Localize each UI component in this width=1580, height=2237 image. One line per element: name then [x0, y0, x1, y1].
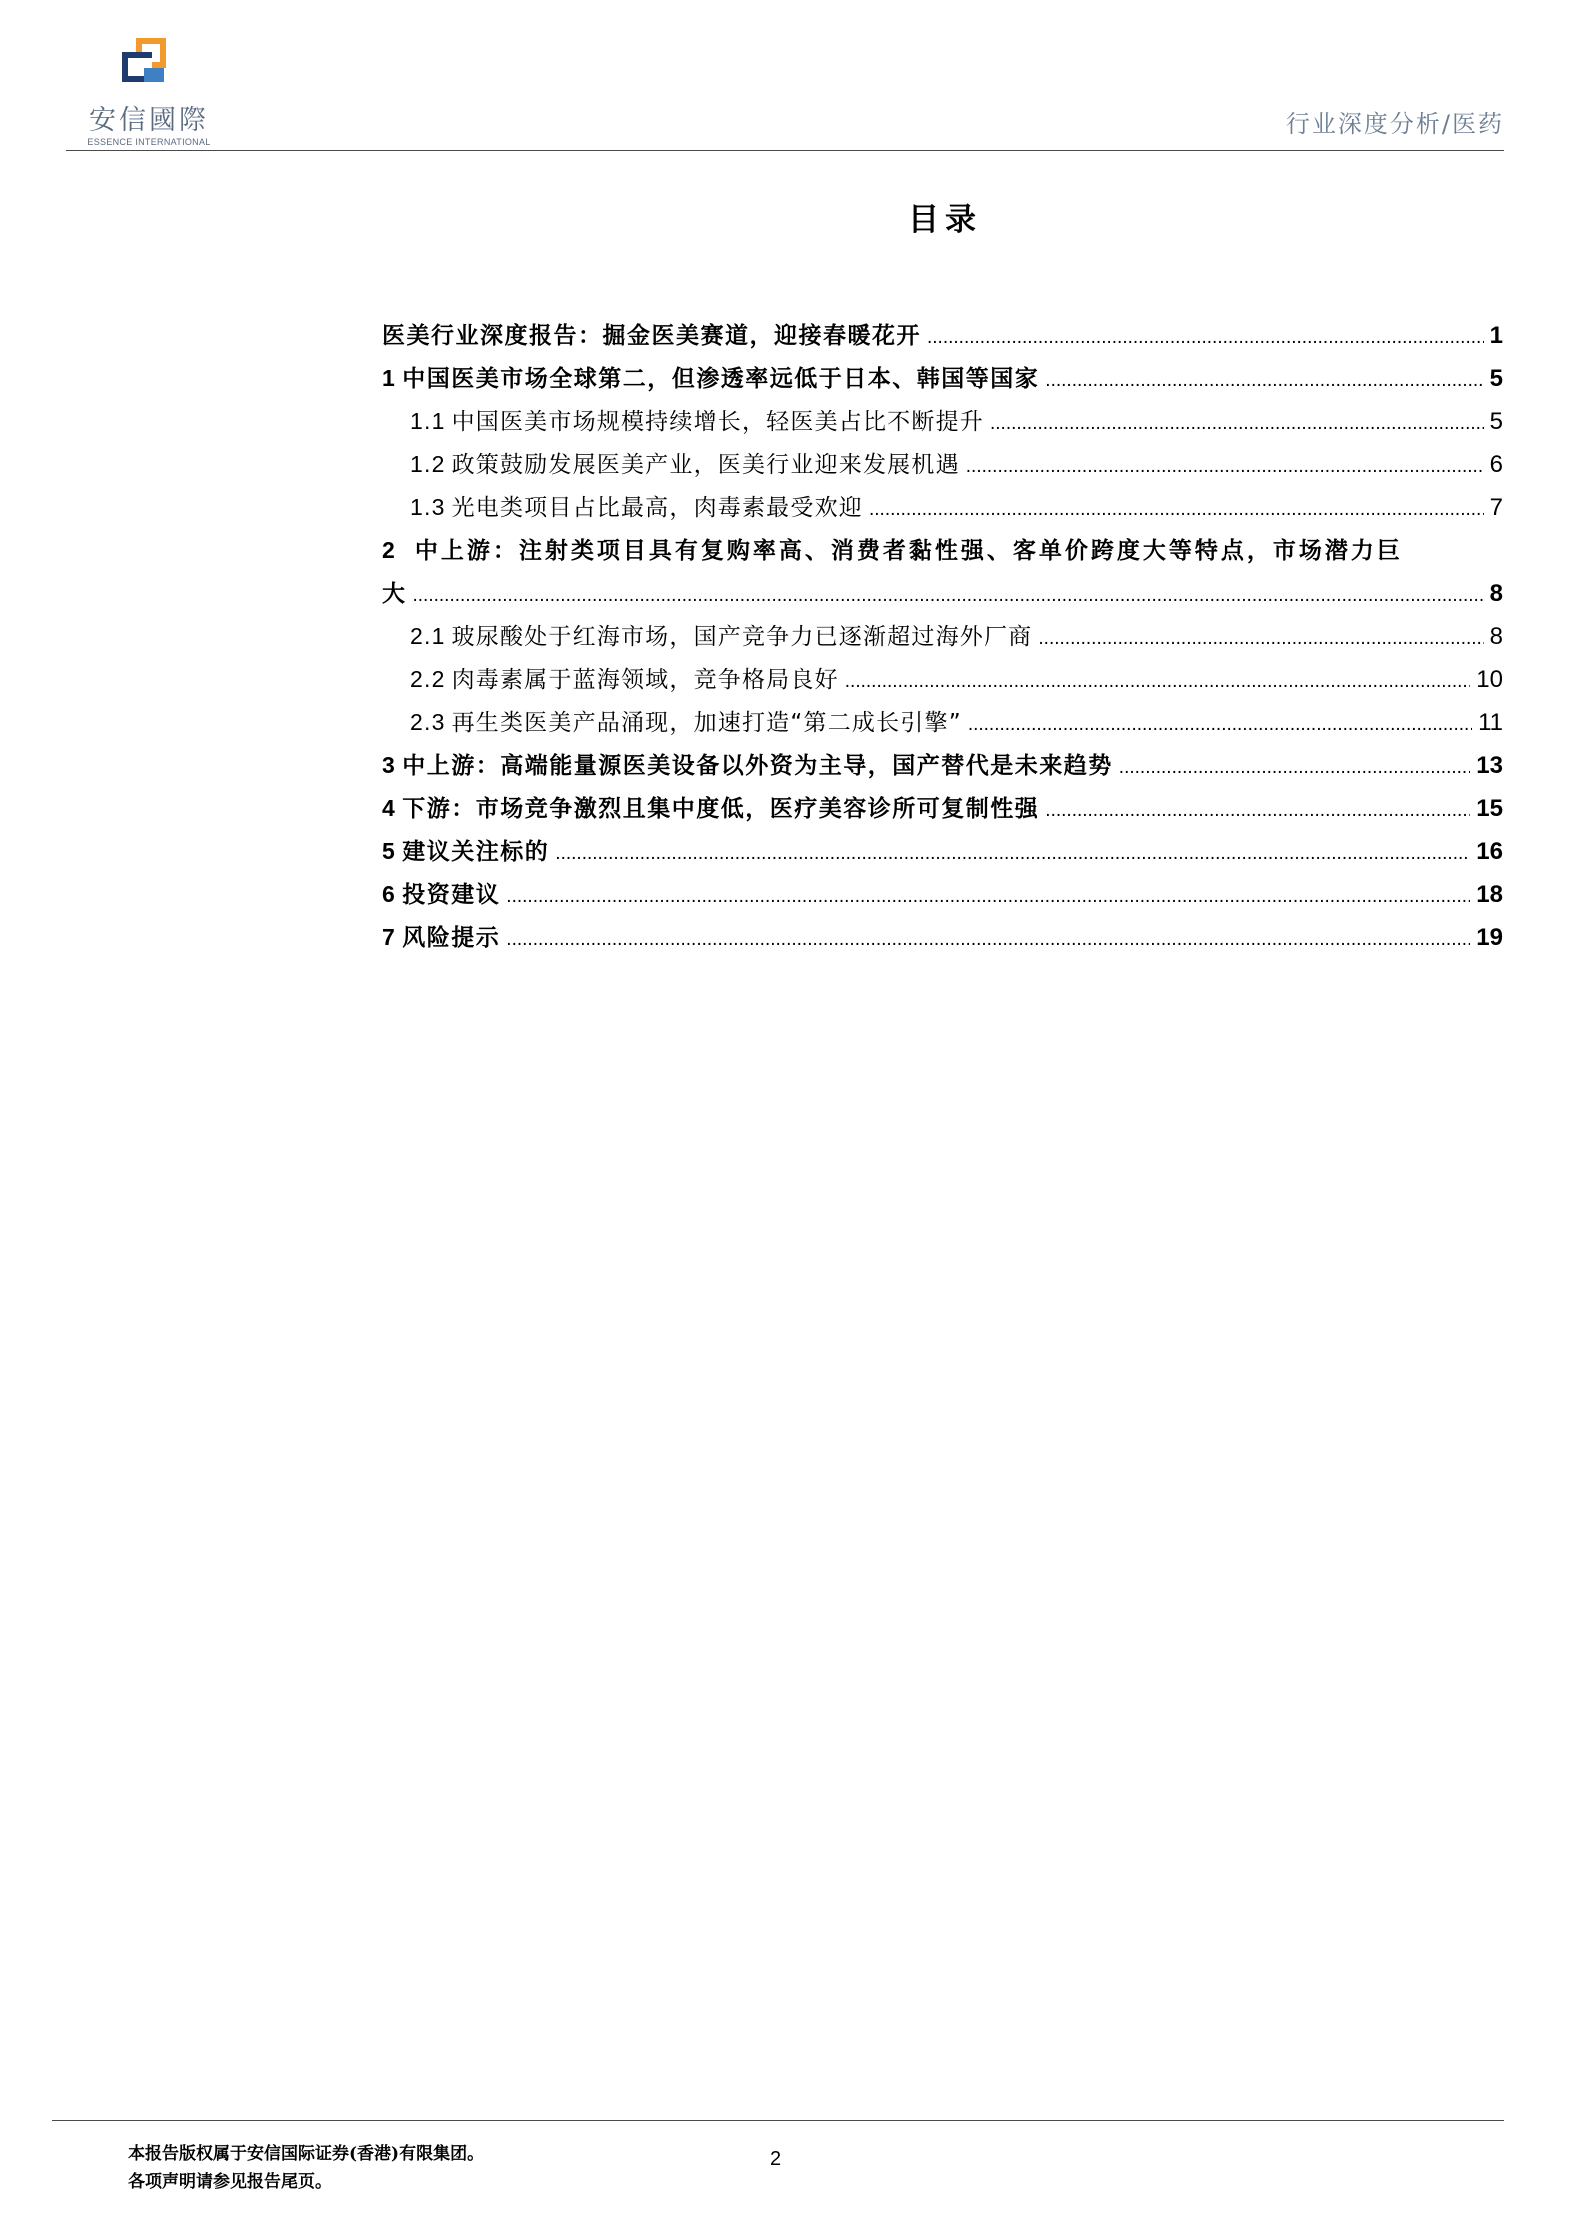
toc-entry-number: 2.3: [410, 709, 446, 735]
toc-entry-page: 6: [1489, 451, 1503, 478]
toc-entry-number: 1: [382, 365, 397, 391]
toc-entry-text: 投资建议: [402, 882, 501, 908]
toc-entry-section-6[interactable]: [382, 873, 1503, 916]
toc-leader: [1038, 616, 1483, 660]
toc-entry-section-1-2[interactable]: [382, 443, 1503, 486]
toc-entry-text: 医美行业深度报告：掘金医美赛道，迎接春暖花开: [382, 323, 921, 349]
toc-entry-section-5[interactable]: [382, 830, 1503, 873]
toc-leader: [1045, 788, 1470, 832]
toc-entry-page: 7: [1489, 494, 1503, 521]
company-logo: [74, 34, 224, 154]
toc-title: 目录: [908, 202, 982, 238]
toc-leader: [413, 573, 1484, 617]
toc-entry-section-2-3[interactable]: [382, 701, 1503, 744]
logo-english-name: ESSENCE INTERNATIONAL: [87, 137, 211, 147]
toc-entry-number: 1.3: [410, 494, 446, 520]
toc-leader: [1045, 358, 1483, 402]
toc-leader: [845, 659, 1471, 703]
page-number: 2: [770, 2148, 782, 2170]
toc-entry-page: 13: [1476, 752, 1503, 779]
logo-mark-icon: [122, 38, 178, 92]
toc-entry-section-3[interactable]: [382, 744, 1503, 787]
toc-entry-text: 中国医美市场规模持续增长，轻医美占比不断提升: [451, 409, 984, 435]
toc-entry-section-2[interactable]: [382, 529, 1503, 615]
toc-entry-page: 5: [1489, 408, 1503, 435]
toc-entry-page: 1: [1489, 322, 1503, 349]
logo-chinese-name: 安信國際: [89, 105, 209, 136]
toc-leader: [1119, 745, 1471, 789]
toc-entry-page: 18: [1476, 881, 1503, 908]
report-type-label: 行业深度分析/医药: [1285, 110, 1504, 138]
toc-entry-intro[interactable]: [382, 314, 1503, 357]
toc-entry-text: 光电类项目占比最高，肉毒素最受欢迎: [451, 495, 863, 521]
toc-entry-number: 4: [382, 795, 397, 821]
toc-entry-page: 8: [1489, 623, 1503, 650]
toc-entry-section-4[interactable]: [382, 787, 1503, 830]
toc-entry-page: 19: [1476, 924, 1503, 951]
footer-disclaimer: [128, 2140, 484, 2196]
toc-entry-text: 下游：市场竞争激烈且集中度低，医疗美容诊所可复制性强: [402, 796, 1040, 822]
toc-entry-section-2-1[interactable]: [382, 615, 1503, 658]
toc-entry-page: 15: [1476, 795, 1503, 822]
toc-entry-page: 8: [1489, 580, 1503, 607]
toc-entry-page: 11: [1478, 709, 1503, 736]
toc-entry-number: 6: [382, 881, 397, 907]
footer-statement: 各项声明请参见报告尾页。: [128, 2172, 332, 2192]
toc-entry-number: 2.1: [410, 623, 446, 649]
toc-entry-page: 5: [1489, 365, 1503, 392]
toc-entry-text: 中国医美市场全球第二，但渗透率远低于日本、韩国等国家: [402, 366, 1040, 392]
toc-entry-text: 再生类医美产品涌现，加速打造“第二成长引擎”: [451, 710, 962, 736]
table-of-contents: [382, 314, 1503, 959]
toc-leader: [966, 444, 1484, 488]
toc-leader: [990, 401, 1484, 445]
toc-entry-number: 1.2: [410, 451, 446, 477]
toc-leader: [506, 874, 1470, 918]
toc-leader: [968, 702, 1472, 746]
toc-entry-number: 2.2: [410, 666, 446, 692]
toc-leader: [927, 315, 1484, 359]
toc-entry-section-2-2[interactable]: [382, 658, 1503, 701]
toc-entry-text: 玻尿酸处于红海市场，国产竞争力已逐渐超过海外厂商: [451, 624, 1033, 650]
footer-copyright: 本报告版权属于安信国际证券(香港)有限集团。: [128, 2144, 485, 2164]
toc-entry-text: 建议关注标的: [402, 839, 550, 865]
toc-entry-number: 3: [382, 752, 397, 778]
toc-entry-number: 7: [382, 924, 397, 950]
toc-entry-section-1-3[interactable]: [382, 486, 1503, 529]
toc-entry-section-1-1[interactable]: [382, 400, 1503, 443]
footer-divider: [52, 2120, 1504, 2121]
toc-leader: [869, 487, 1484, 531]
toc-leader: [555, 831, 1470, 875]
toc-entry-number: 1.1: [410, 408, 446, 434]
toc-entry-number: 5: [382, 838, 397, 864]
header-divider: [66, 150, 1504, 151]
toc-entry-page: 10: [1476, 666, 1503, 693]
toc-entry-number: 2: [382, 537, 398, 563]
toc-entry-page: 16: [1476, 838, 1503, 865]
toc-entry-text: 风险提示: [402, 925, 501, 951]
toc-entry-section-1[interactable]: [382, 357, 1503, 400]
toc-entry-section-7[interactable]: [382, 916, 1503, 959]
toc-entry-text: 肉毒素属于蓝海领域，竞争格局良好: [451, 667, 839, 693]
toc-entry-text-line1: 中上游：注射类项目具有复购率高、消费者黏性强、客单价跨度大等特点，市场潜力巨: [414, 538, 1403, 564]
toc-entry-text: 政策鼓励发展医美产业，医美行业迎来发展机遇: [451, 452, 960, 478]
toc-entry-text: 中上游：高端能量源医美设备以外资为主导，国产替代是未来趋势: [402, 753, 1113, 779]
toc-entry-text-line2: 大: [382, 581, 407, 607]
toc-leader: [506, 917, 1470, 961]
